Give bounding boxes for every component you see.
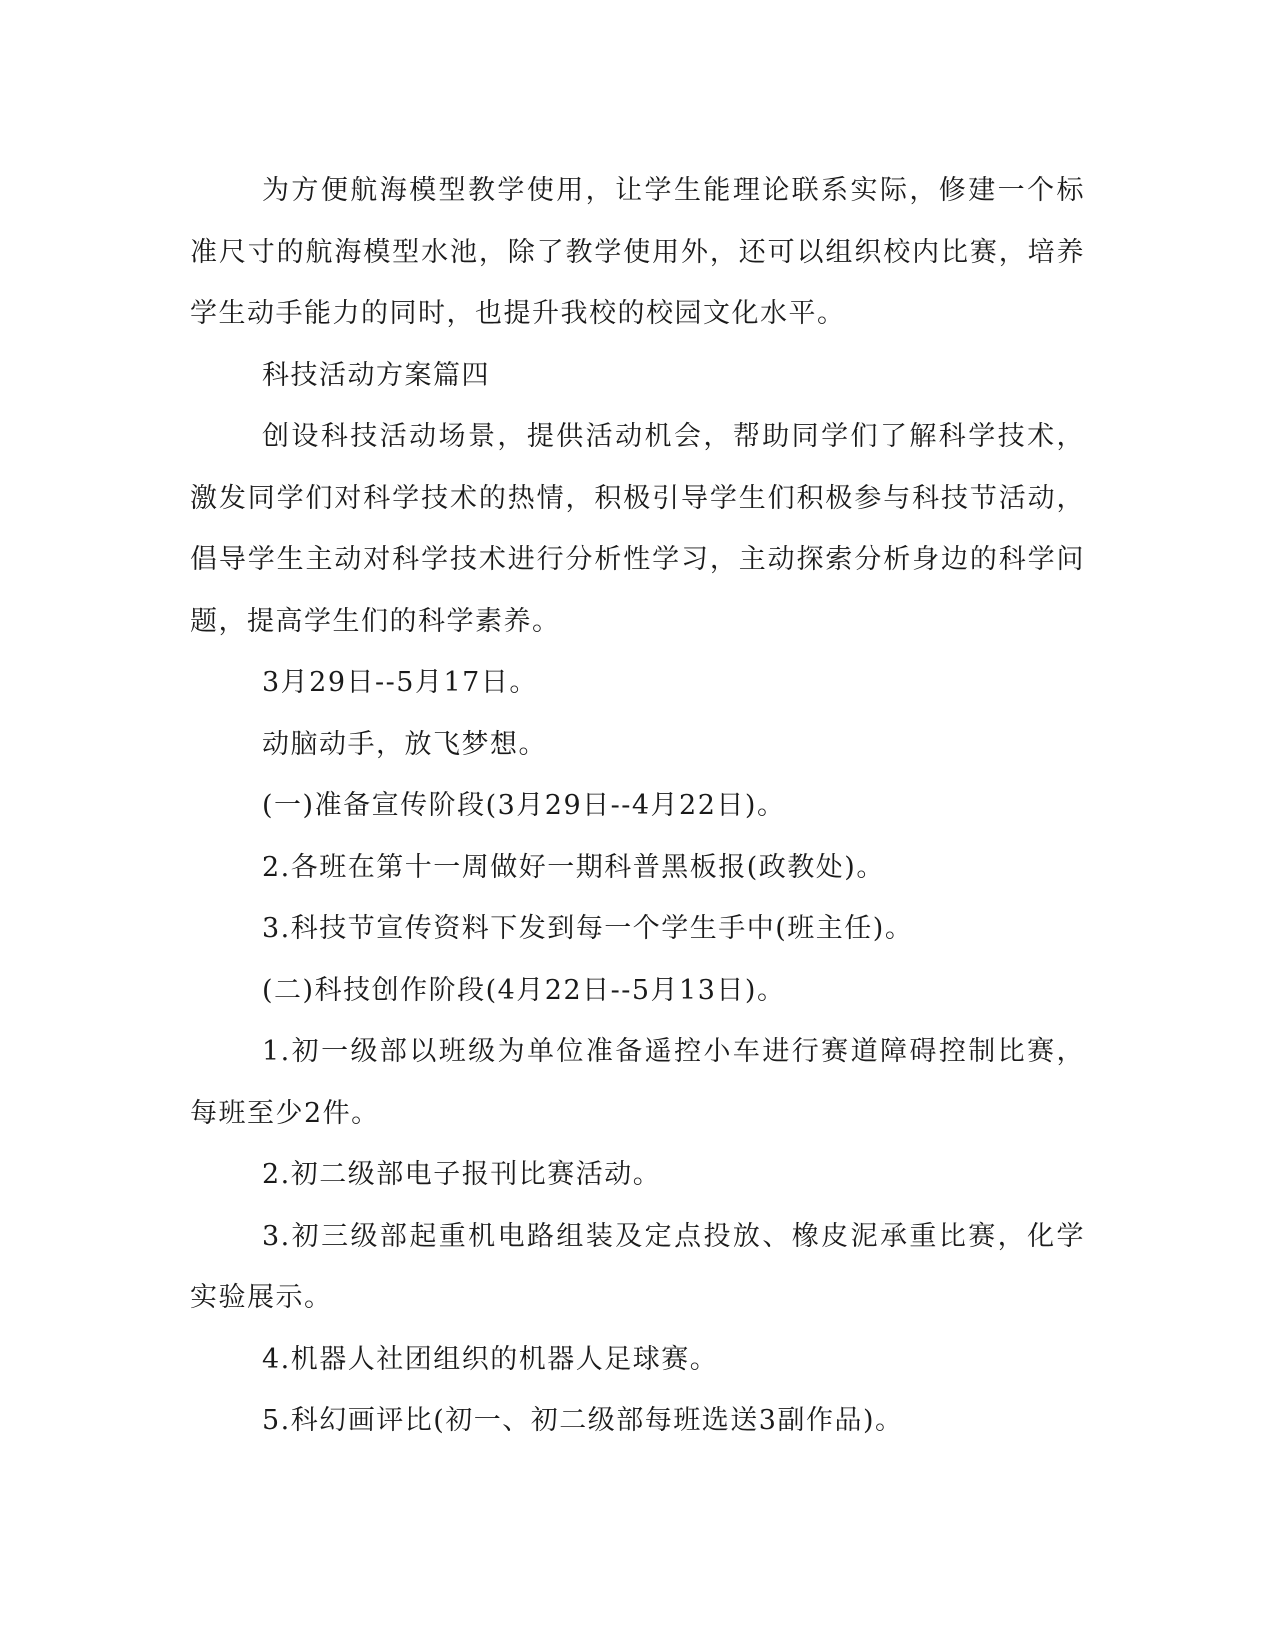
- paragraph-stage-one: (一)准备宣传阶段(3月29日--4月22日)。: [262, 790, 786, 821]
- list-item: 1.初一级部以班级为单位准备遥控小车进行赛道障碍控制比赛，每班至少2件。: [190, 1036, 1085, 1129]
- list-item: 3.初三级部起重机电路组装及定点投放、橡皮泥承重比赛，化学实验展示。: [190, 1220, 1085, 1313]
- list-item: 2.各班在第十一周做好一期科普黑板报(政教处)。: [262, 851, 885, 883]
- section-heading: 科技活动方案篇四: [262, 359, 490, 391]
- list-item: 2.初二级部电子报刊比赛活动。: [262, 1159, 662, 1190]
- paragraph-dates: 3月29日--5月17日。: [262, 667, 538, 698]
- paragraph-goal: 创设科技活动场景，提供活动机会，帮助同学们了解科学技术，激发同学们对科学技术的热情，积极引导学生们积极参与科技节活动，倡导学生主动对科学技术进行分析性学习，主动探索分析身边的科学问题，提高学生们的科学素养。: [190, 421, 1085, 637]
- paragraph-pool-purpose: 为方便航海模型教学使用，让学生能理论联系实际，修建一个标准尺寸的航海模型水池，除了教学使用外，还可以组织校内比赛，培养学生动手能力的同时，也提升我校的校园文化水平。: [190, 175, 1085, 329]
- list-item: 4.机器人社团组织的机器人足球赛。: [262, 1343, 719, 1375]
- list-item: 5.科幻画评比(初一、初二级部每班选送3副作品)。: [262, 1405, 904, 1436]
- paragraph-theme: 动脑动手，放飞梦想。: [262, 728, 547, 760]
- document-body: [190, 160, 1085, 1452]
- paragraph-stage-two: (二)科技创作阶段(4月22日--5月13日)。: [262, 974, 786, 1006]
- list-item: 3.科技节宣传资料下发到每一个学生手中(班主任)。: [262, 913, 914, 944]
